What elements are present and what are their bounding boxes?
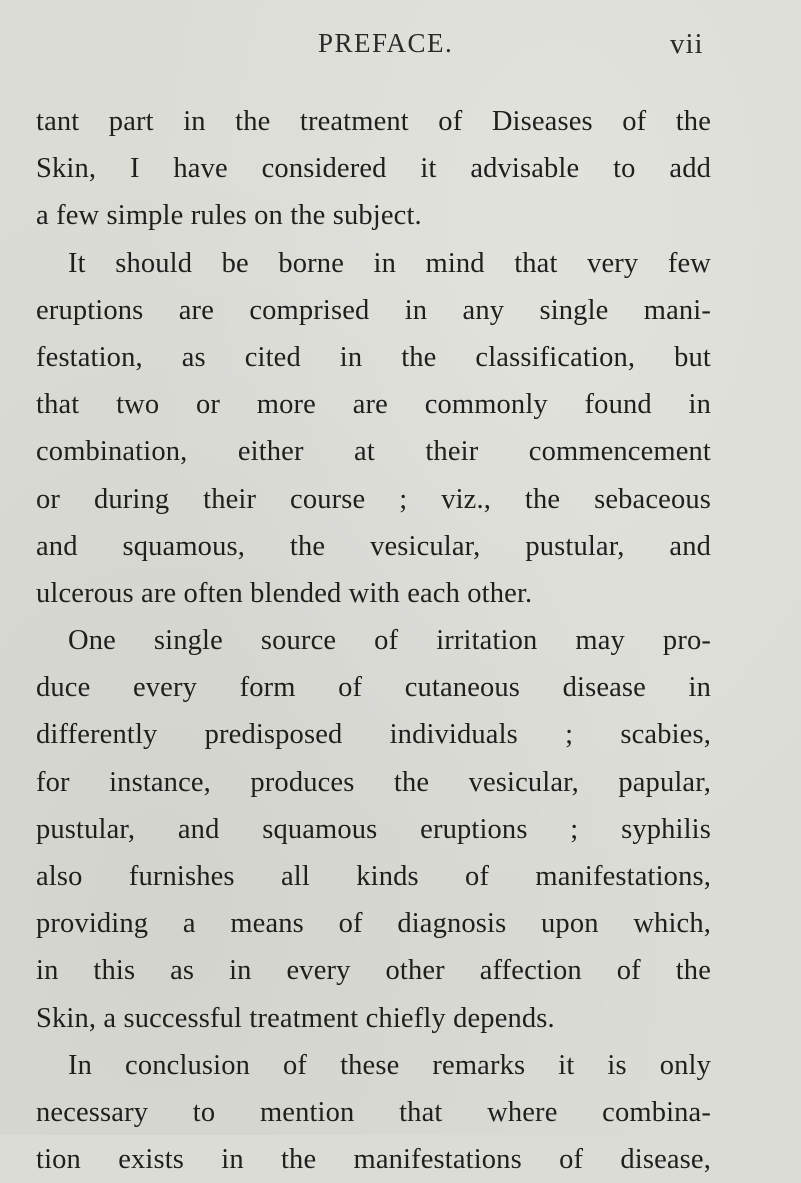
text-line: tant part in the treatment of Diseases of the [36,106,711,137]
text-line: combination, either at their commencement [36,436,711,468]
text-line: differently predisposed individuals ; scabies, [36,719,711,751]
text-line: or during their course ; viz., the sebaceous [36,483,711,515]
text-line: also furnishes all kinds of manifestations, [36,861,711,892]
text-line: It should be borne in mind that very few [68,247,711,279]
text-line: Skin, a successful treatment chiefly depends. [36,1002,555,1034]
text-line: duce every form of cutaneous disease in [36,672,711,704]
text-line: in this as in every other affection of the [36,955,711,987]
text-line: In conclusion of these remarks it is only [68,1049,711,1081]
running-header [0,28,801,68]
text-line: necessary to mention that where combina- [36,1096,711,1128]
body-text [36,98,711,1183]
text-line: pustular, and squamous eruptions ; syphilis [36,813,711,845]
text-line: ulcerous are often blended with each other. [36,577,533,609]
text-line: tion exists in the manifestations of disease, [36,1144,711,1176]
text-line: a few simple rules on the subject. [36,200,422,232]
text-line: One single source of irritation may pro- [68,625,711,657]
text-line: Skin, I have considered it advisable to add [36,153,711,185]
text-line: providing a means of diagnosis upon which, [36,908,711,940]
text-line: and squamous, the vesicular, pustular, and [36,530,711,562]
text-line: for instance, produces the vesicular, papular, [36,766,711,798]
text-line: festation, as cited in the classification, but [36,341,711,373]
text-line: eruptions are comprised in any single mani- [36,294,711,326]
text-line: that two or more are commonly found in [36,389,711,421]
running-title: PREFACE. [318,28,454,58]
page-number: vii [670,28,704,60]
